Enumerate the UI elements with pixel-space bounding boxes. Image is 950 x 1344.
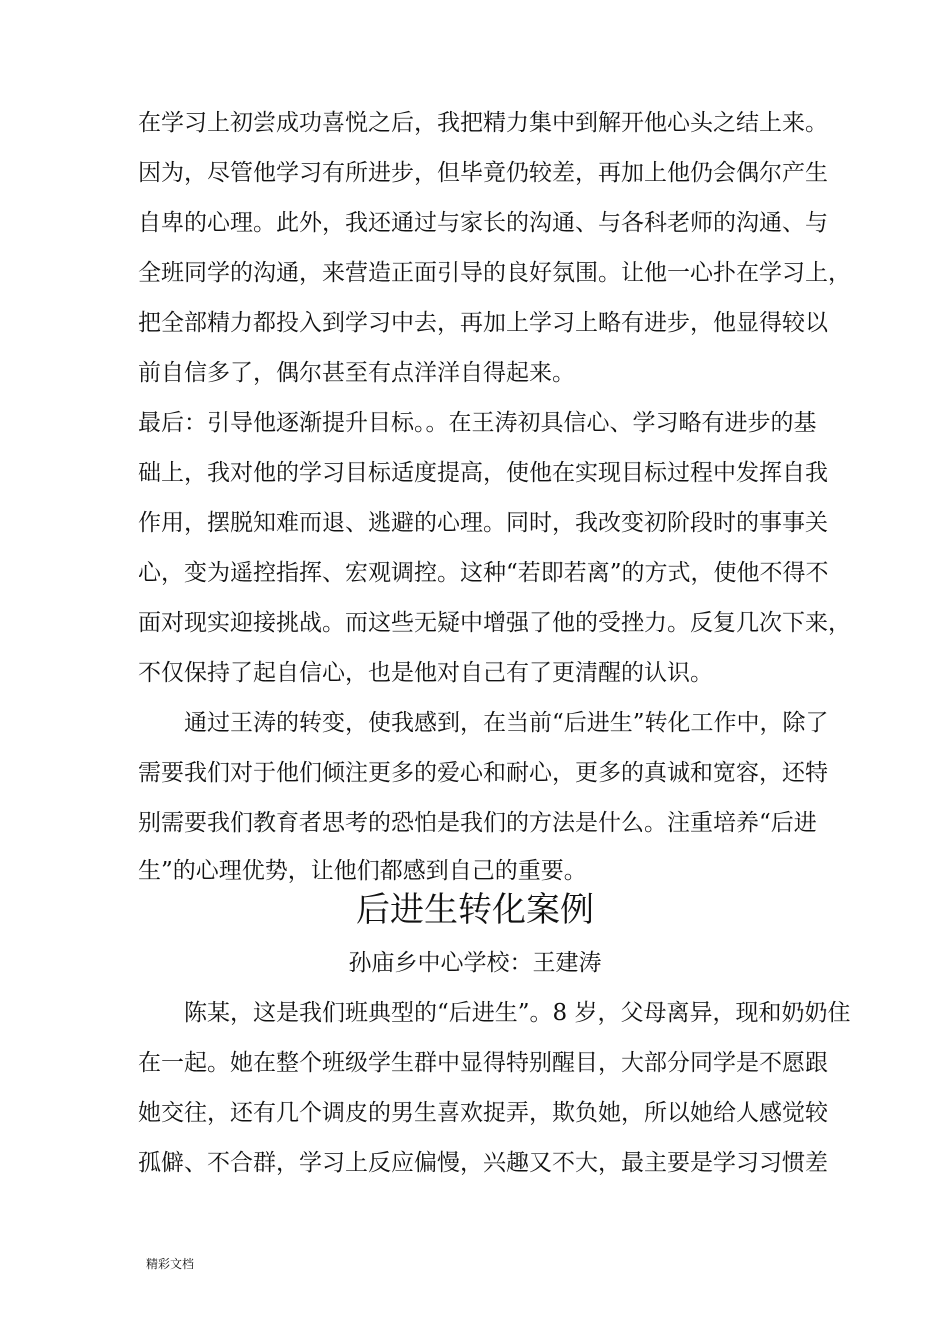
paragraph-line: 作用，摆脱知难而退、逃避的心理。同时，我改变初阶段时的事事关 — [138, 510, 828, 536]
document-title: 后进生转化案例 — [356, 890, 594, 930]
paragraph-line: 她交往，还有几个调皮的男生喜欢捉弄，欺负她，所以她给人感觉较 — [138, 1100, 828, 1126]
paragraph-line: 心，变为遥控指挥、宏观调控。这种“若即若离”的方式，使他不得不 — [138, 560, 829, 586]
paragraph-line: 在一起。她在整个班级学生群中显得特别醒目，大部分同学是不愿跟 — [138, 1050, 828, 1076]
paragraph-line: 因为，尽管他学习有所进步，但毕竟仍较差，再加上他仍会偶尔产生 — [138, 160, 828, 186]
paragraph-line: 通过王涛的转变，使我感到，在当前“后进生”转化工作中，除了 — [184, 710, 829, 736]
author-line: 孙庙乡中心学校：王建涛 — [348, 950, 602, 976]
paragraph-line: 把全部精力都投入到学习中去，再加上学习上略有进步，他显得较以 — [138, 310, 828, 336]
paragraph-line: 全班同学的沟通，来营造正面引导的良好氛围。让他一心扑在学习上， — [138, 260, 851, 286]
paragraph-line: 不仅保持了起自信心，也是他对自己有了更清醒的认识。 — [138, 660, 713, 686]
paragraph-line: 需要我们对于他们倾注更多的爱心和耐心，更多的真诚和宽容，还特 — [138, 760, 828, 786]
paragraph-line: 前自信多了，偶尔甚至有点洋洋自得起来。 — [138, 360, 575, 386]
paragraph-line: 在学习上初尝成功喜悦之后，我把精力集中到解开他心头之结上来。 — [138, 110, 828, 136]
paragraph-line: 别需要我们教育者思考的恐怕是我们的方法是什么。注重培养“后进 — [138, 810, 817, 836]
paragraph-line: 自卑的心理。此外，我还通过与家长的沟通、与各科老师的沟通、与 — [138, 210, 828, 236]
paragraph-line: 最后：引导他逐渐提升目标。。在王涛初具信心、学习略有进步的基 — [138, 410, 817, 436]
paragraph-line: 生”的心理优势，让他们都感到自己的重要。 — [138, 858, 587, 884]
paragraph-line: 陈某，这是我们班典型的“后进生”。8 岁，父母离异，现和奶奶住 — [184, 1000, 851, 1026]
paragraph-line: 孤僻、不合群，学习上反应偏慢，兴趣又不大，最主要是学习习惯差 — [138, 1150, 828, 1176]
page-footer: 精彩文档 — [146, 1257, 195, 1271]
paragraph-line: 面对现实迎接挑战。而这些无疑中增强了他的受挫力。反复几次下来， — [138, 610, 851, 636]
paragraph-line: 础上，我对他的学习目标适度提高，使他在实现目标过程中发挥自我 — [138, 460, 828, 486]
